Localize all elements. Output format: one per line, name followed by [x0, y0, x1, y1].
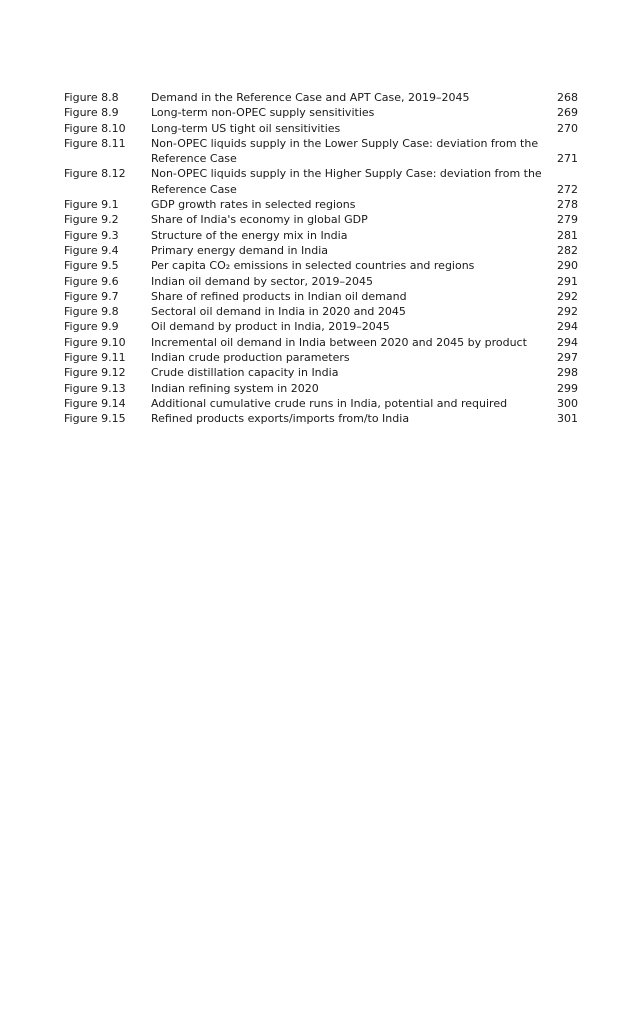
figure-number: Figure 9.8	[64, 305, 119, 319]
page-number: 272	[557, 182, 578, 196]
figure-title	[151, 350, 550, 365]
figure-title-line: Sectoral oil demand in India in 2020 and 2045	[151, 305, 406, 319]
figure-title-line: Incremental oil demand in India between 2020 and 2045 by product	[151, 335, 527, 349]
figure-title-line: Refined products exports/imports from/to India	[151, 412, 410, 426]
page-number: 300	[557, 396, 578, 410]
figure-title-line: Non-OPEC liquids supply in the Higher Supply Case: deviation from the	[151, 167, 542, 181]
figure-title	[151, 197, 550, 212]
figure-number: Figure 9.9	[64, 320, 119, 334]
figure-number: Figure 8.10	[64, 121, 126, 135]
toc-entry	[64, 350, 578, 365]
figure-number: Figure 9.14	[64, 396, 126, 410]
figure-title-line: Long-term non-OPEC supply sensitivities	[151, 106, 375, 120]
figure-title	[151, 411, 550, 426]
toc-entry	[64, 121, 578, 136]
toc-entry	[64, 289, 578, 304]
toc-entry	[64, 381, 578, 396]
figure-title-line: Demand in the Reference Case and APT Case, 2019–2045	[151, 91, 470, 104]
figure-title	[151, 365, 550, 380]
page-number: 291	[557, 274, 578, 288]
page-number: 268	[557, 91, 578, 104]
page-number: 270	[557, 121, 578, 135]
page-number: 299	[557, 381, 578, 395]
figure-title-line: Oil demand by product in India, 2019–2045	[151, 320, 390, 334]
figure-number: Figure 9.12	[64, 366, 126, 380]
figure-number: Figure 9.13	[64, 381, 126, 395]
figure-number: Figure 8.9	[64, 106, 119, 120]
toc-entry	[64, 396, 578, 411]
page-number: 301	[557, 412, 578, 426]
figure-title	[151, 166, 550, 197]
figure-number: Figure 9.3	[64, 228, 119, 242]
figure-title-line: Indian oil demand by sector, 2019–2045	[151, 274, 374, 288]
toc-entry	[64, 304, 578, 319]
figure-title-line: Crude distillation capacity in India	[151, 366, 339, 380]
list-of-figures	[64, 90, 578, 427]
figure-title-line: Non-OPEC liquids supply in the Lower Supply Case: deviation from the	[151, 136, 539, 150]
figure-title	[151, 212, 550, 227]
figure-title-line: GDP growth rates in selected regions	[151, 198, 356, 212]
figure-number: Figure 9.6	[64, 274, 119, 288]
figure-number: Figure 9.1	[64, 198, 119, 212]
toc-entry	[64, 274, 578, 289]
page-number: 294	[557, 320, 578, 334]
figure-title-line: Reference Case	[151, 182, 237, 196]
figure-title	[151, 90, 550, 105]
page-number: 294	[557, 335, 578, 349]
figure-title-line: Primary energy demand in India	[151, 243, 329, 257]
figure-title	[151, 396, 550, 411]
toc-entry	[64, 411, 578, 426]
figure-number: Figure 9.4	[64, 243, 119, 257]
toc-entry	[64, 197, 578, 212]
figure-title	[151, 243, 550, 258]
toc-entry	[64, 136, 578, 167]
figure-number: Figure 9.7	[64, 289, 119, 303]
page-number: 281	[557, 228, 578, 242]
page-number: 292	[557, 289, 578, 303]
toc-entry	[64, 212, 578, 227]
figure-number: Figure 8.11	[64, 136, 126, 150]
figure-title	[151, 319, 550, 334]
toc-entry	[64, 243, 578, 258]
page-number: 271	[557, 152, 578, 166]
page-number: 269	[557, 106, 578, 120]
page-number: 282	[557, 243, 578, 257]
figure-title-line: Structure of the energy mix in India	[151, 228, 348, 242]
toc-entry	[64, 258, 578, 273]
page-number: 279	[557, 213, 578, 227]
toc-entry	[64, 319, 578, 334]
figure-title	[151, 304, 550, 319]
figure-title-line: Additional cumulative crude runs in India, potential and required	[151, 396, 508, 410]
toc-entry	[64, 335, 578, 350]
figure-title	[151, 335, 550, 350]
figure-title	[151, 381, 550, 396]
figure-title	[151, 121, 550, 136]
figure-title	[151, 274, 550, 289]
figure-title-line: Long-term US tight oil sensitivities	[151, 121, 341, 135]
figure-title	[151, 289, 550, 304]
page-number: 278	[557, 198, 578, 212]
figure-number: Figure 9.10	[64, 335, 126, 349]
toc-entry	[64, 228, 578, 243]
figure-number: Figure 9.5	[64, 259, 119, 273]
figure-title	[151, 105, 550, 120]
figure-number: Figure 8.12	[64, 167, 126, 181]
figure-title	[151, 228, 550, 243]
figure-title	[151, 258, 550, 273]
figure-title-line: Per capita CO₂ emissions in selected countries and regions	[151, 259, 475, 273]
figure-number: Figure 9.11	[64, 351, 126, 365]
figure-title-line: Share of India's economy in global GDP	[151, 213, 368, 227]
toc-entry	[64, 166, 578, 197]
figure-title-line: Share of refined products in Indian oil demand	[151, 289, 407, 303]
figure-number: Figure 8.8	[64, 91, 119, 104]
page-number: 292	[557, 305, 578, 319]
figure-number: Figure 9.2	[64, 213, 119, 227]
figure-number: Figure 9.15	[64, 412, 126, 426]
page-number: 297	[557, 351, 578, 365]
page-number: 290	[557, 259, 578, 273]
figure-title	[151, 136, 550, 167]
toc-entry	[64, 105, 578, 120]
figure-title-line: Reference Case	[151, 152, 237, 166]
figure-title-line: Indian refining system in 2020	[151, 381, 319, 395]
toc-entry	[64, 90, 578, 105]
page-number: 298	[557, 366, 578, 380]
figure-title-line: Indian crude production parameters	[151, 351, 350, 365]
toc-entry	[64, 365, 578, 380]
